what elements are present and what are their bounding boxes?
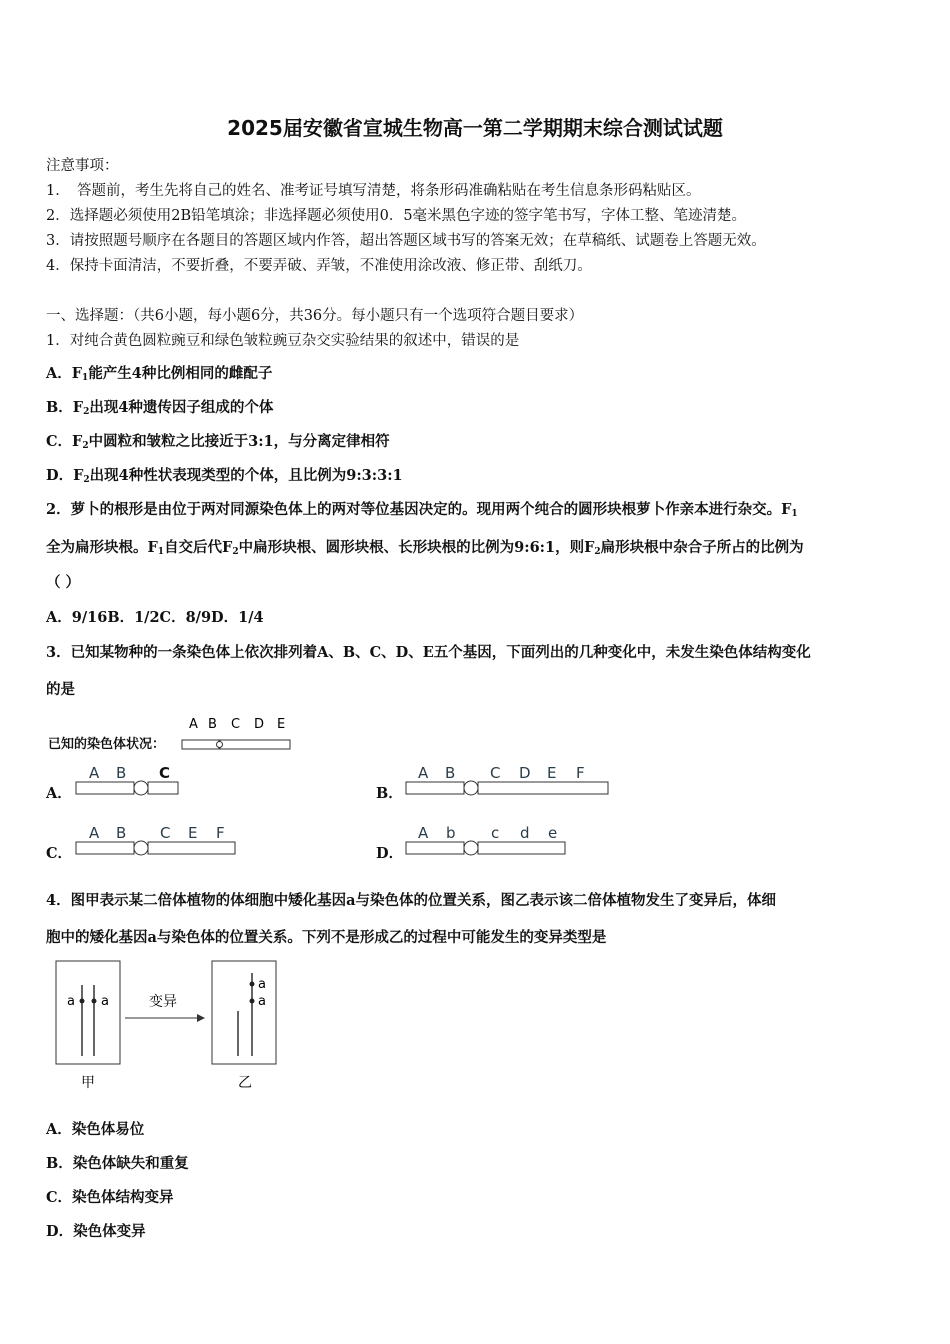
gene-label: E bbox=[188, 824, 198, 842]
gene-label: D bbox=[254, 717, 265, 732]
gene-label: a bbox=[258, 994, 266, 1009]
q1-stem: 1．对纯合黄色圆粒豌豆和绿色皱粒豌豆杂交实验结果的叙述中，错误的是 bbox=[46, 333, 520, 349]
caption-yi: 乙 bbox=[238, 1075, 252, 1091]
gene-label: a bbox=[101, 994, 109, 1009]
gene-label: F bbox=[216, 824, 225, 842]
gene-label: e bbox=[548, 824, 558, 842]
q4-line1: 4．图甲表示某二倍体植物的体细胞中矮化基因a与染色体的位置关系，图乙表示该二倍体植物发生了变异后，体细 bbox=[46, 892, 776, 909]
page-title: 2025届安徽省宣城生物高一第二学期期末综合测试试题 bbox=[227, 116, 723, 140]
q4-figure bbox=[50, 955, 290, 1095]
gene-label: A bbox=[418, 764, 429, 782]
q2-options: A．9/16B．1/2C．8/9D．1/4 bbox=[46, 609, 264, 626]
q3-line1: 3．已知某物种的一条染色体上依次排列着A、B、C、D、E五个基因，下面列出的几种变化中，未发生染色体结构变化 bbox=[46, 644, 811, 661]
gene-label: A bbox=[89, 824, 100, 842]
gene-label: A bbox=[89, 764, 100, 782]
gene-label: B bbox=[116, 824, 127, 842]
arrow-label: 变异 bbox=[149, 994, 177, 1010]
gene-locus bbox=[80, 999, 85, 1004]
gene-label: d bbox=[520, 824, 530, 842]
gene-label: F bbox=[576, 764, 585, 782]
q3-line2: 的是 bbox=[46, 681, 75, 698]
notice-item: 3．请按照题号顺序在各题目的答题区域内作答，超出答题区域书写的答案无效；在草稿纸、试题卷上答题无效。 bbox=[46, 233, 766, 249]
gene-label: b bbox=[446, 824, 456, 842]
gene-label: E bbox=[277, 717, 286, 732]
cell-jia bbox=[56, 961, 120, 1064]
gene-label: C bbox=[160, 824, 171, 842]
q3-chromosome-b bbox=[404, 762, 614, 798]
q4-line2: 胞中的矮化基因a与染色体的位置关系。下列不是形成乙的过程中可能发生的变异类型是 bbox=[46, 929, 607, 946]
gene-label: c bbox=[491, 824, 500, 842]
q3-chromosome-c bbox=[74, 822, 244, 858]
q2-line2: 全为扁形块根。$F_1$自交后代$F_2$中扁形块根、圆形块根、长形块根的比例为9:6:1，则$F_2$扁形块根中杂合子所占的比例为 bbox=[46, 539, 804, 557]
q1-option-b: B．$F_2$出现4种遗传因子组成的个体 bbox=[46, 399, 274, 417]
q4-option-b: B．染色体缺失和重复 bbox=[46, 1155, 189, 1172]
arrow-head bbox=[197, 1014, 205, 1022]
gene-label: C bbox=[231, 717, 241, 732]
gene-label: C bbox=[159, 764, 171, 782]
gene-label: a bbox=[67, 994, 75, 1009]
q2-line1: 2．萝卜的根形是由位于两对同源染色体上的两对等位基因决定的。现用两个纯合的圆形块根萝卜作亲本进行杂交。$F_1$ bbox=[46, 501, 798, 519]
q2-line3: （ ） bbox=[46, 574, 81, 591]
section-heading: 一、选择题：（共6小题，每小题6分，共36分。每小题只有一个选项符合题目要求） bbox=[46, 308, 584, 324]
q3-known-chromosome bbox=[176, 716, 296, 752]
gene-label: B bbox=[208, 717, 217, 732]
gene-locus bbox=[250, 999, 255, 1004]
notice-item: 4．保持卡面清洁，不要折叠，不要弄破、弄皱，不准使用涂改液、修正带、刮纸刀。 bbox=[46, 258, 592, 274]
q4-option-c: C．染色体结构变异 bbox=[46, 1189, 174, 1206]
notice-item: 2．选择题必须使用2B铅笔填涂；非选择题必须使用0．5毫米黑色字迹的签字笔书写，字体工整、笔迹清楚。 bbox=[46, 208, 747, 224]
q3-option-d: D． bbox=[376, 845, 404, 862]
notice-heading: 注意事项： bbox=[46, 158, 119, 174]
gene-label: a bbox=[258, 977, 266, 992]
gene-label: A bbox=[418, 824, 429, 842]
gene-label: A bbox=[189, 717, 198, 732]
gene-locus bbox=[250, 982, 255, 987]
gene-label: B bbox=[445, 764, 456, 782]
cell-yi bbox=[212, 961, 276, 1064]
q1-option-d: D．$F_2$出现4种性状表现类型的个体，且比例为9:3:3:1 bbox=[46, 467, 403, 485]
gene-locus bbox=[92, 999, 97, 1004]
q3-option-b: B． bbox=[376, 785, 403, 802]
q4-option-d: D．染色体变异 bbox=[46, 1223, 146, 1240]
q3-chromosome-d bbox=[404, 822, 574, 858]
q4-option-a: A．染色体易位 bbox=[46, 1121, 145, 1138]
q3-known-label: 已知的染色体状况： bbox=[48, 737, 166, 752]
caption-jia: 甲 bbox=[81, 1075, 95, 1091]
q3-option-c: C． bbox=[46, 845, 73, 862]
notice-item: 1． 答题前，考生先将自己的姓名、准考证号填写清楚，将条形码准确粘贴在考生信息条形码粘贴区。 bbox=[46, 183, 701, 199]
gene-label: D bbox=[519, 764, 531, 782]
q1-option-c: C．$F_2$中圆粒和皱粒之比接近于3:1，与分离定律相符 bbox=[46, 433, 390, 451]
q1-option-a: A．$F_1$能产生4种比例相同的雌配子 bbox=[46, 365, 273, 383]
gene-label: C bbox=[490, 764, 501, 782]
gene-label: E bbox=[547, 764, 557, 782]
q3-option-a: A． bbox=[46, 785, 72, 802]
gene-label: B bbox=[116, 764, 127, 782]
q3-chromosome-a bbox=[74, 762, 184, 798]
